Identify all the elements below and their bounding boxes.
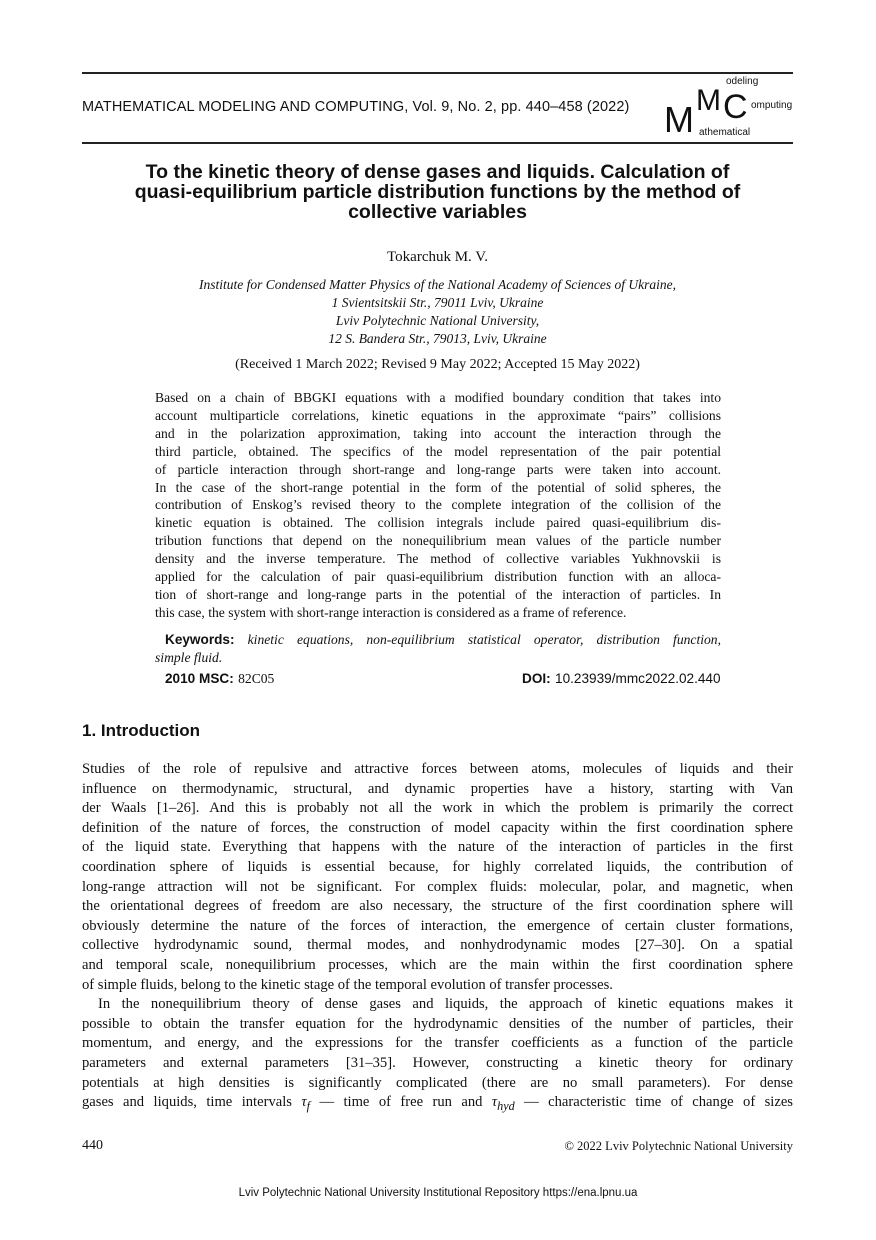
text-line: potentials at high densities is significantly complicated (there are no small parameters). For dense xyxy=(82,1074,793,1091)
text-line: collective hydrodynamic sound, thermal modes, and nonhydrodynamic modes [27–30]. On a spatial xyxy=(82,937,793,954)
affiliation-line: 12 S. Bandera Str., 79013, Lviv, Ukraine xyxy=(328,331,547,346)
text-line: this case, the system with short-range interaction is considered as a frame of reference. xyxy=(155,604,627,620)
copyright: © 2022 Lviv Polytechnic National University xyxy=(564,1139,793,1153)
journal-logo xyxy=(664,76,794,140)
text-line: In the case of the short-range potential in the form of the potential of solid spheres, the xyxy=(155,479,721,495)
logo-omputing: omputing xyxy=(751,100,793,111)
text-line: and temporal scale, nonequilibrium processes, which are the main within the first coordination sphere xyxy=(82,956,793,973)
logo-c: C xyxy=(723,88,748,126)
page-number: 440 xyxy=(82,1138,103,1153)
text-line: tribution functions that depend on the nonequilibrium mean values of the particle number xyxy=(155,533,721,549)
section-heading: 1. Introduction xyxy=(82,721,201,740)
author: Tokarchuk M. V. xyxy=(387,249,488,265)
text-line: der Waals [1–26]. And this is probably not all the work in which the problem is primarily the correct xyxy=(82,800,793,817)
text-line: Based on a chain of BBGKI equations with a modified boundary condition that takes into xyxy=(155,390,721,405)
header-top-rule xyxy=(82,72,793,74)
received-dates: (Received 1 March 2022; Revised 9 May 2022; Accepted 15 May 2022) xyxy=(235,357,640,372)
title-line: collective variables xyxy=(348,201,527,223)
msc xyxy=(165,671,274,687)
text-line: coordination sphere of liquids is essential because, for highly correlated liquids, the contribution of xyxy=(82,858,793,875)
doi-link[interactable]: 10.23939/mmc2022.02.440 xyxy=(555,671,721,686)
journal-header: MATHEMATICAL MODELING AND COMPUTING, Vol. 9, No. 2, pp. 440–458 (2022) xyxy=(82,99,630,115)
logo-athematical: athematical xyxy=(699,127,751,138)
doi-label: DOI: xyxy=(522,671,551,686)
text-line: contribution of Enskog’s revised theory to the complete integration of the collision of the xyxy=(155,497,721,513)
text-line: long-range attraction will not be significant. For complex fluids: molecular, polar, and magnetic, when xyxy=(82,878,793,895)
text-line: third particle, obtained. The specifics of the model representation of the pair potential xyxy=(155,443,721,459)
logo-m-small: M xyxy=(696,84,721,117)
affiliation-line: 1 Svientsitskii Str., 79011 Lviv, Ukraine xyxy=(331,295,544,310)
text-line: influence on thermodynamic, structural, and dynamic properties have a history, starting with Van xyxy=(82,780,793,797)
repository-footer: Lviv Polytechnic National University Institutional Repository https://ena.lpnu.ua xyxy=(238,1187,638,1199)
text-line: and in the polarization approximation, taking into account the interaction through the xyxy=(155,425,721,441)
abstract xyxy=(155,389,721,622)
text-line: of the liquid state. Everything that happens with the nature of the interaction of particles in the first xyxy=(82,839,793,856)
text-line: density and the inverse temperature. The method of collective variables Yukhnovskii is xyxy=(155,551,721,567)
text-line: account multiparticle correlations, kinetic equations in the approximate “pairs” collisions xyxy=(155,407,721,423)
doi xyxy=(522,671,721,687)
logo-m-large: M xyxy=(664,99,694,140)
title-line: To the kinetic theory of dense gases and liquids. Calculation of xyxy=(145,161,730,183)
text-line: obviously determine the nature of the forces of interaction, the emergence of certain cluster formations, xyxy=(82,917,793,934)
text-line: possible to obtain the transfer equation for the hydrodynamic densities of the number of particles, their xyxy=(82,1015,793,1032)
text-line: of particle interaction through short-range and long-range parts were taken into account. xyxy=(155,461,721,477)
keywords xyxy=(155,631,721,667)
text-line: kinetic equation is obtained. The collision integrals include paired quasi-equilibrium dis- xyxy=(155,515,721,531)
paragraph xyxy=(82,995,793,1093)
text-line: definition of the nature of forces, the construction of model capacity within the first coordination sphere xyxy=(82,819,793,836)
text-line: parameters and external parameters [31–35]. However, constructing a kinetic theory for ordinary xyxy=(82,1054,793,1071)
text-line: In the nonequilibrium theory of dense gases and liquids, the approach of kinetic equations makes it xyxy=(98,996,793,1013)
text-line: momentum, and energy, and the expressions for the transfer coefficients as a function of the particle xyxy=(82,1035,793,1052)
text-line: gases and liquids, time intervals $\tau_f$ — time of free run and $\tau_{hyd}$ — characteristic time of change of sizes xyxy=(82,1094,793,1113)
affiliation xyxy=(82,276,793,348)
keywords-text: kinetic equations, non-equilibrium statistical operator, distribution function, xyxy=(247,632,722,647)
introduction-body xyxy=(82,760,793,1117)
affiliation-line: Lviv Polytechnic National University, xyxy=(335,313,540,328)
logo-odeling: odeling xyxy=(726,76,759,87)
text-line: of simple fluids, belong to the kinetic stage of the temporal evolution of transfer processes. xyxy=(82,976,613,993)
msc-value: 82C05 xyxy=(238,671,275,686)
keywords-label: Keywords: xyxy=(165,632,235,647)
paragraph xyxy=(82,760,793,995)
header-bottom-rule xyxy=(82,142,793,144)
text-line: the orientational degrees of freedom are also necessary, the structure of the first coordination sphere will xyxy=(82,898,793,915)
affiliation-line: Institute for Condensed Matter Physics of the National Academy of Sciences of Ukraine, xyxy=(198,277,677,292)
msc-label: 2010 MSC: xyxy=(165,671,234,686)
text-line: applied for the calculation of pair quasi-equilibrium distribution function with an alloca- xyxy=(155,569,721,585)
text-line: tion of short-range and long-range parts in the potential of the interaction of particles. In xyxy=(155,586,721,602)
keywords-text: simple fluid. xyxy=(155,650,223,665)
text-line: Studies of the role of repulsive and attractive forces between atoms, molecules of liquids and their xyxy=(82,761,793,777)
title-line: quasi-equilibrium particle distribution functions by the method of xyxy=(134,181,741,203)
paper-title xyxy=(82,162,793,222)
